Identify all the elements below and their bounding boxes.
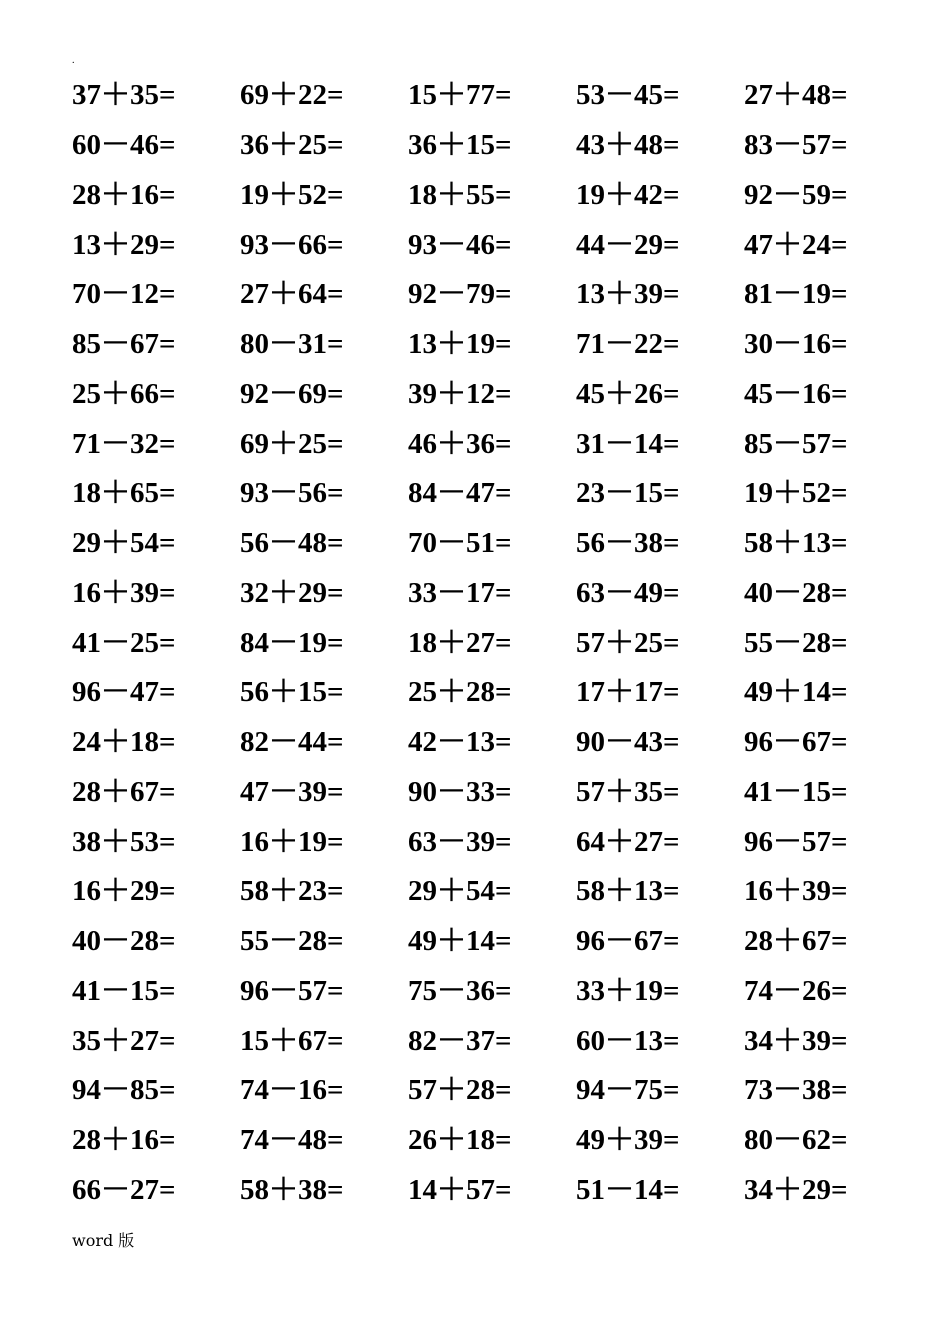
math-problem: 49＋39= [576, 1124, 680, 1157]
math-problem: 43＋48= [576, 129, 680, 162]
math-problem: 17＋17= [576, 676, 680, 709]
math-problem: 40－28= [72, 925, 176, 958]
math-problem: 57＋25= [576, 626, 680, 659]
math-problem: 19＋42= [576, 178, 680, 211]
problem-row [72, 1063, 912, 1113]
problem-row [72, 665, 912, 715]
math-problem: 27＋48= [744, 79, 848, 112]
math-problem: 94－75= [576, 1074, 680, 1107]
problem-row [72, 466, 912, 516]
math-problem: 58＋38= [240, 1173, 344, 1206]
problem-row [72, 765, 912, 815]
math-problem: 66－27= [72, 1173, 176, 1206]
math-problem: 46＋36= [408, 427, 512, 460]
math-problem: 31－14= [576, 427, 680, 460]
math-problem: 25＋28= [408, 676, 512, 709]
math-problem: 84－19= [240, 626, 344, 659]
math-problem: 32＋29= [240, 576, 344, 609]
problem-row [72, 516, 912, 566]
math-problem: 15＋67= [240, 1024, 344, 1057]
math-problem: 16＋39= [72, 576, 176, 609]
math-problem: 71－22= [576, 328, 680, 361]
math-problem: 33－17= [408, 576, 512, 609]
problem-grid [72, 68, 912, 1212]
math-problem: 70－12= [72, 278, 176, 311]
math-problem: 13＋19= [408, 328, 512, 361]
problem-row [72, 1013, 912, 1063]
math-problem: 81－19= [744, 278, 848, 311]
math-problem: 34＋39= [744, 1024, 848, 1057]
problem-row [72, 566, 912, 616]
math-problem: 16＋39= [744, 875, 848, 908]
math-problem: 57＋28= [408, 1074, 512, 1107]
math-problem: 75－36= [408, 974, 512, 1007]
math-problem: 73－38= [744, 1074, 848, 1107]
math-problem: 14＋57= [408, 1173, 512, 1206]
math-problem: 18＋55= [408, 178, 512, 211]
math-problem: 80－62= [744, 1124, 848, 1157]
problem-row [72, 1163, 912, 1213]
math-problem: 56＋15= [240, 676, 344, 709]
math-problem: 56－48= [240, 527, 344, 560]
math-problem: 84－47= [408, 477, 512, 510]
math-problem: 64＋27= [576, 825, 680, 858]
math-problem: 96－47= [72, 676, 176, 709]
math-problem: 83－57= [744, 129, 848, 162]
math-problem: 58＋23= [240, 875, 344, 908]
problem-row [72, 118, 912, 168]
math-problem: 13＋29= [72, 228, 176, 261]
math-problem: 23－15= [576, 477, 680, 510]
math-problem: 96－57= [240, 974, 344, 1007]
footer-label: word 版 [72, 1231, 135, 1250]
math-problem: 44－29= [576, 228, 680, 261]
math-problem: 60－46= [72, 129, 176, 162]
math-problem: 93－56= [240, 477, 344, 510]
math-problem: 74－48= [240, 1124, 344, 1157]
math-problem: 41－25= [72, 626, 176, 659]
math-problem: 30－16= [744, 328, 848, 361]
problem-row [72, 814, 912, 864]
math-problem: 56－38= [576, 527, 680, 560]
math-problem: 58＋13= [576, 875, 680, 908]
math-problem: 47＋24= [744, 228, 848, 261]
math-problem: 28＋67= [744, 925, 848, 958]
problem-row [72, 267, 912, 317]
math-problem: 96－67= [744, 726, 848, 759]
math-problem: 16＋19= [240, 825, 344, 858]
math-problem: 92－79= [408, 278, 512, 311]
math-problem: 55－28= [240, 925, 344, 958]
math-problem: 69＋25= [240, 427, 344, 460]
math-problem: 85－67= [72, 328, 176, 361]
math-problem: 40－28= [744, 576, 848, 609]
problem-row [72, 964, 912, 1014]
math-problem: 36＋25= [240, 129, 344, 162]
math-problem: 37＋35= [72, 79, 176, 112]
math-problem: 71－32= [72, 427, 176, 460]
math-problem: 27＋64= [240, 278, 344, 311]
math-problem: 19＋52= [240, 178, 344, 211]
math-problem: 38＋53= [72, 825, 176, 858]
math-problem: 74－16= [240, 1074, 344, 1107]
math-problem: 49＋14= [744, 676, 848, 709]
math-problem: 45－16= [744, 377, 848, 410]
math-problem: 42－13= [408, 726, 512, 759]
math-problem: 13＋39= [576, 278, 680, 311]
math-problem: 36＋15= [408, 129, 512, 162]
math-problem: 28＋67= [72, 775, 176, 808]
math-problem: 92－59= [744, 178, 848, 211]
math-problem: 28＋16= [72, 178, 176, 211]
math-problem: 45＋26= [576, 377, 680, 410]
math-problem: 18＋65= [72, 477, 176, 510]
problem-row [72, 416, 912, 466]
math-problem: 82－44= [240, 726, 344, 759]
problem-row [72, 1113, 912, 1163]
math-problem: 57＋35= [576, 775, 680, 808]
problem-row [72, 615, 912, 665]
math-problem: 33＋19= [576, 974, 680, 1007]
math-problem: 92－69= [240, 377, 344, 410]
math-problem: 53－45= [576, 79, 680, 112]
problem-row [72, 715, 912, 765]
problem-row [72, 168, 912, 218]
math-problem: 93－66= [240, 228, 344, 261]
math-problem: 15＋77= [408, 79, 512, 112]
math-problem: 93－46= [408, 228, 512, 261]
problem-row [72, 864, 912, 914]
math-problem: 69＋22= [240, 79, 344, 112]
header-mark: . [72, 55, 75, 66]
math-problem: 24＋18= [72, 726, 176, 759]
math-problem: 47－39= [240, 775, 344, 808]
math-problem: 41－15= [72, 974, 176, 1007]
math-problem: 55－28= [744, 626, 848, 659]
math-problem: 58＋13= [744, 527, 848, 560]
math-problem: 80－31= [240, 328, 344, 361]
math-problem: 63－49= [576, 576, 680, 609]
problem-row [72, 367, 912, 417]
math-problem: 19＋52= [744, 477, 848, 510]
math-problem: 60－13= [576, 1024, 680, 1057]
problem-row [72, 914, 912, 964]
math-problem: 39＋12= [408, 377, 512, 410]
math-problem: 28＋16= [72, 1124, 176, 1157]
math-problem: 29＋54= [408, 875, 512, 908]
math-problem: 82－37= [408, 1024, 512, 1057]
math-problem: 90－43= [576, 726, 680, 759]
math-problem: 51－14= [576, 1173, 680, 1206]
math-problem: 96－67= [576, 925, 680, 958]
math-problem: 34＋29= [744, 1173, 848, 1206]
math-problem: 49＋14= [408, 925, 512, 958]
math-problem: 74－26= [744, 974, 848, 1007]
math-problem: 35＋27= [72, 1024, 176, 1057]
math-problem: 18＋27= [408, 626, 512, 659]
math-problem: 41－15= [744, 775, 848, 808]
math-problem: 63－39= [408, 825, 512, 858]
problem-row [72, 217, 912, 267]
math-problem: 26＋18= [408, 1124, 512, 1157]
math-problem: 29＋54= [72, 527, 176, 560]
problem-row [72, 68, 912, 118]
math-problem: 90－33= [408, 775, 512, 808]
math-problem: 96－57= [744, 825, 848, 858]
math-problem: 94－85= [72, 1074, 176, 1107]
math-problem: 70－51= [408, 527, 512, 560]
problem-row [72, 317, 912, 367]
math-problem: 16＋29= [72, 875, 176, 908]
math-problem: 25＋66= [72, 377, 176, 410]
math-problem: 85－57= [744, 427, 848, 460]
